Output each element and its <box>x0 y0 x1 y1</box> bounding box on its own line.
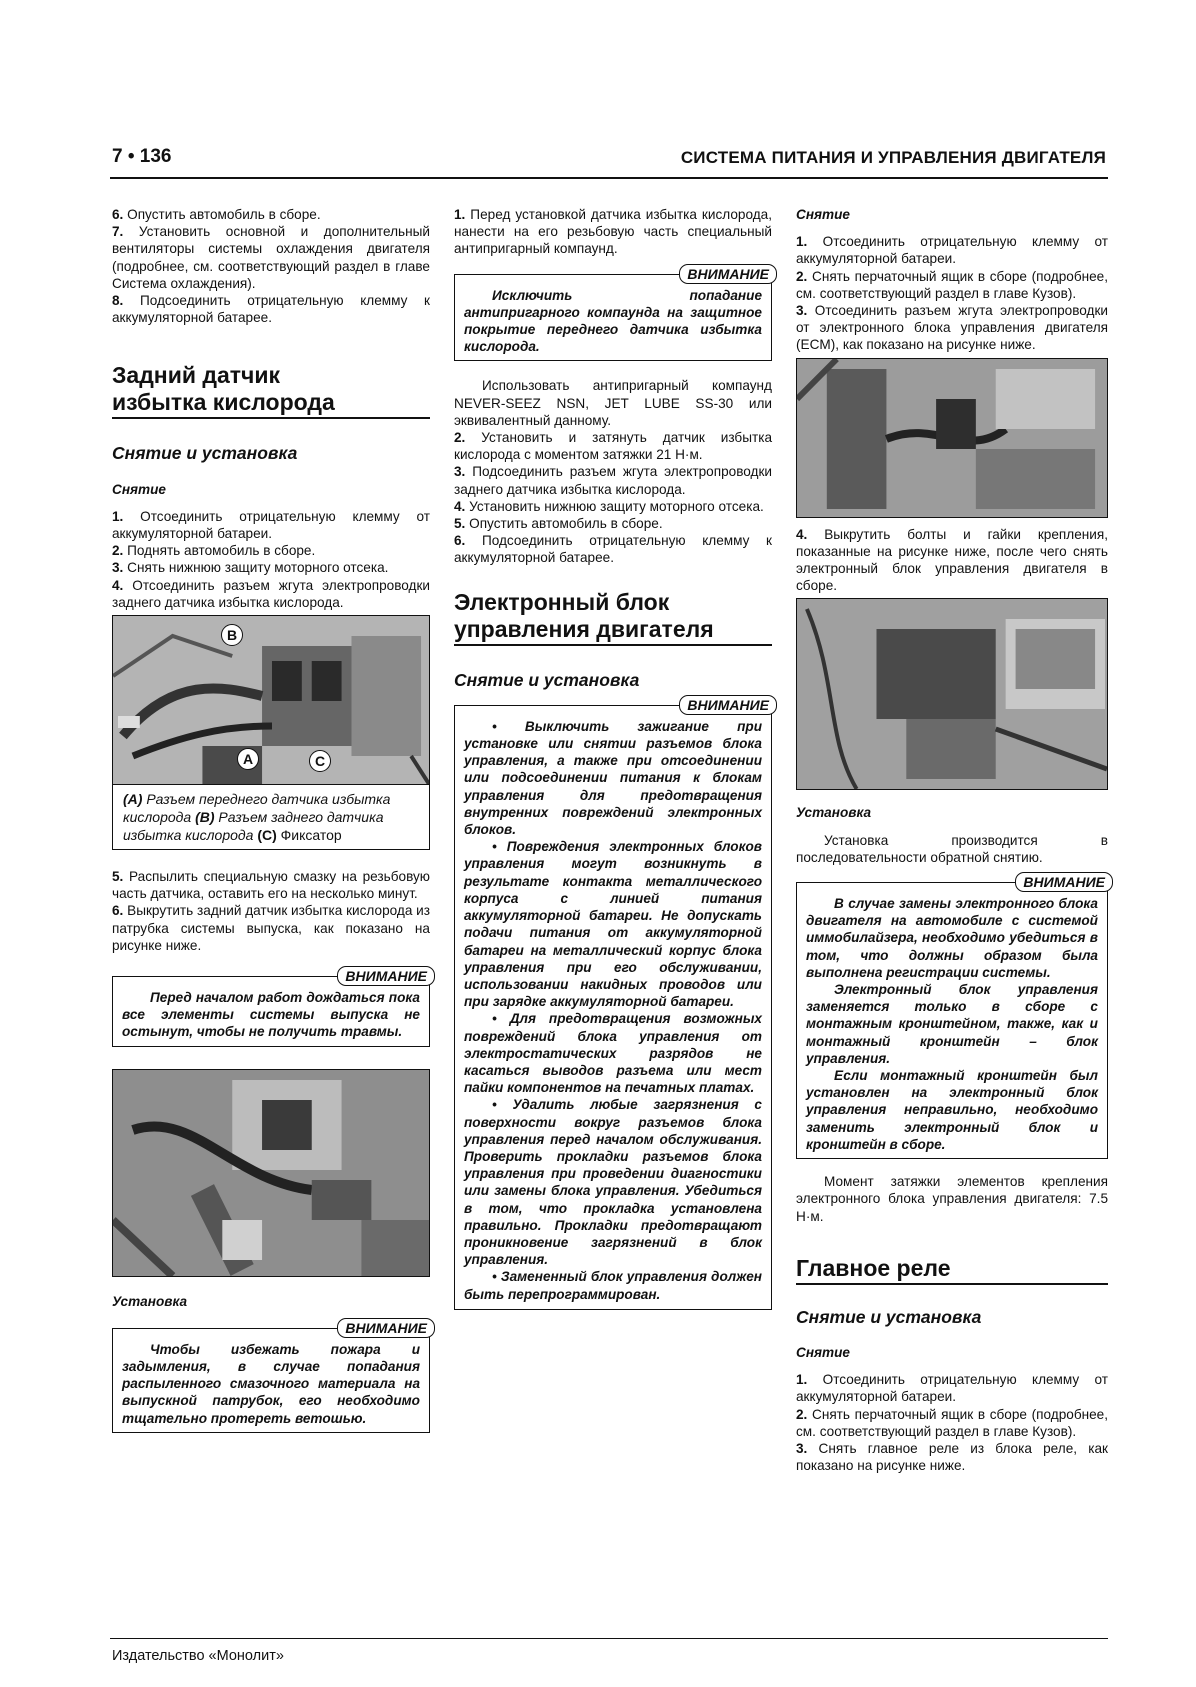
step: 6. Подсоединить отрицательную клемму к аккумуляторной батарее. <box>454 533 772 566</box>
label-c: C <box>309 750 331 772</box>
step: 3. Отсоединить разъем жгута электропроводки от электронного блока управления двигателя (ECM), как показано на рисунке ниже. <box>796 303 1108 353</box>
warning-text: Если монтажный кронштейн был установлен на электронный блок управления неправильно, необходимо заменить электронный блок и кронштейн в сборе. <box>806 1068 1098 1152</box>
step: 3. Подсоединить разъем жгута электропроводки заднего датчика избытка кислорода. <box>454 464 772 497</box>
warning-box <box>454 265 772 362</box>
step: 1. Отсоединить отрицательную клемму от аккумуляторной батареи. <box>112 508 430 542</box>
warning-text: Исключить попадание антипригарного компаунда на защитное покрытие переднего датчика избытка кислорода. <box>464 287 762 355</box>
warning-box <box>112 1319 430 1433</box>
paragraph: Установка производится в последовательности обратной снятию. <box>796 832 1108 865</box>
step: 3. Снять нижнюю защиту моторного отсека. <box>112 560 389 576</box>
warning-item: • Удалить любые загрязнения с поверхности вокруг разъемов блока управления перед началом обслуживания. Проверить прокладки разъемов блока управления при проведении диагностики или замены блока управления. Убедиться в том, что прокладка установлена правильно. Прокладки предотвращают проникновение загрязнений в блок управления. <box>464 1097 762 1268</box>
warning-item: • Замененный блок управления должен быть перепрограммирован. <box>464 1269 762 1302</box>
warning-text: В случае замены электронного блока двигателя на автомобиле с системой иммобилайзера, необходимо убедиться в том, что должны образом была выполнена регистрации системы. <box>806 896 1098 980</box>
photo-caption: (A) Разъем переднего датчика избытка кислорода (B) Разъем заднего датчика избытка кислорода (C) Фиксатор <box>112 785 430 850</box>
step: 6. Выкрутить задний датчик избытка кислорода из патрубка системы выпуска, как показано на рисунке ниже. <box>112 903 430 953</box>
step: 2. Установить и затянуть датчик избытка кислорода с моментом затяжки 21 Н·м. <box>454 430 773 463</box>
photo-ecm-connector <box>796 358 1108 518</box>
warning-text: Перед началом работ дождаться пока все элементы системы выпуска не остынут, чтобы не получить травмы. <box>122 990 420 1040</box>
warning-box <box>454 696 772 1310</box>
step: 2. Поднять автомобиль в сборе. <box>112 543 316 559</box>
publisher: Издательство «Монолит» <box>112 1648 284 1664</box>
footer-rule <box>110 1638 1108 1639</box>
section-title: Задний датчик избытка кислорода <box>112 362 335 416</box>
chapter-title: СИСТЕМА ПИТАНИЯ И УПРАВЛЕНИЯ ДВИГАТЕЛЯ <box>680 148 1106 167</box>
warning-text: Чтобы избежать пожара и задымления, в случае попадания распыленного смазочного материала на выпускной патрубок, его необходимо тщательно протереть ветошью. <box>122 1341 420 1426</box>
step: 8. Подсоединить отрицательную клемму к аккумуляторной батарее. <box>112 293 430 326</box>
section-title: Главное реле <box>796 1254 951 1281</box>
paragraph: Момент затяжки элементов крепления электронного блока управления двигателя: 7.5 Н·м. <box>796 1174 1108 1224</box>
subsection-title: Снятие и установка <box>454 669 640 690</box>
page-number: 7 • 136 <box>112 146 172 167</box>
install-heading: Установка <box>796 805 872 821</box>
warning-tag: ВНИМАНИЕ <box>679 695 777 715</box>
warning-tag: ВНИМАНИЕ <box>1015 872 1113 892</box>
removal-heading: Снятие <box>796 1344 850 1360</box>
warning-tag: ВНИМАНИЕ <box>337 966 435 986</box>
subsection-title: Снятие и установка <box>796 1306 982 1327</box>
step: 5. Опустить автомобиль в сборе. <box>454 516 663 532</box>
step: 1. Отсоединить отрицательную клемму от аккумуляторной батареи. <box>796 234 1108 267</box>
step: 7. Установить основной и дополнительный вентиляторы системы охлаждения двигателя (подробнее, см. соответствующий раздел в главе Система охлаждения). <box>112 224 430 291</box>
install-heading: Установка <box>112 1293 188 1309</box>
label-a: A <box>237 748 259 770</box>
subsection-title: Снятие и установка <box>112 443 298 464</box>
warning-item: • Выключить зажигание при установке или снятии разъемов блока управления, а также при отсоединении или подсоединении питания к блокам управления для предотвращения внутренних повреждений электронных блоков. <box>464 718 762 838</box>
step: 4. Отсоединить разъем жгута электропроводки заднего датчика избытка кислорода. <box>112 577 430 610</box>
step: 2. Снять перчаточный ящик в сборе (подробнее, см. соответствующий раздел в главе Кузов). <box>796 268 1109 301</box>
header-rule <box>110 177 1108 179</box>
warning-item: • Повреждения электронных блоков управления могут возникнуть в результате контакта металлического корпуса с линией питания аккумуляторной батареи. Не допускать подачи питания от аккумуляторной батареи на металлический корпус блока управления при его обслуживании, использовании накидных проводов или при зарядке аккумуляторной батареи. <box>464 839 762 1010</box>
warning-box <box>796 874 1108 1159</box>
photo-ecm-bracket <box>796 598 1108 790</box>
column-1 <box>112 206 430 1433</box>
warning-item: • Для предотвращения возможных повреждений блока управления от электростатических разрядов не касаться выводов разъема или мест пайки компонентов на печатных платах. <box>464 1011 762 1096</box>
photo-rear-oxygen-sensor <box>112 1069 430 1277</box>
step: 1. Отсоединить отрицательную клемму от аккумуляторной батареи. <box>796 1372 1108 1405</box>
paragraph: Использовать антипригарный компаунд NEVER-SEEZ NSN, JET LUBE SS-30 или эквивалентный данному. <box>454 378 772 428</box>
step: 4. Установить нижнюю защиту моторного отсека. <box>454 498 764 514</box>
warning-box <box>112 968 430 1047</box>
step: 5. Распылить специальную смазку на резьбовую часть датчика, оставить его на несколько минут. <box>112 869 430 902</box>
column-3 <box>796 206 1108 1474</box>
warning-tag: ВНИМАНИЕ <box>679 264 777 284</box>
step: 1. Перед установкой датчика избытка кислорода, нанести на его резьбовую часть специальный антипригарный компаунд. <box>454 207 773 257</box>
step: 3. Снять главное реле из блока реле, как показано на рисунке ниже. <box>796 1440 1108 1474</box>
step: 2. Снять перчаточный ящик в сборе (подробнее, см. соответствующий раздел в главе Кузов). <box>796 1406 1109 1439</box>
removal-heading: Снятие <box>112 481 166 497</box>
column-2 <box>454 206 772 1310</box>
section-title: Электронный блок управления двигателя <box>454 588 714 642</box>
label-b: B <box>221 624 243 646</box>
photo-oxygen-sensor-connectors <box>112 615 430 785</box>
warning-text: Электронный блок управления заменяется только в сборе с монтажным кронштейном, также, как и монтажный кронштейн – блок управления. <box>806 982 1098 1066</box>
step: 6. Опустить автомобиль в сборе. <box>112 207 321 222</box>
removal-heading: Снятие <box>796 207 850 222</box>
warning-tag: ВНИМАНИЕ <box>337 1318 435 1338</box>
step: 4. Выкрутить болты и гайки крепления, показанные на рисунке ниже, после чего снять электронный блок управления двигателя в сборе. <box>796 526 1108 594</box>
